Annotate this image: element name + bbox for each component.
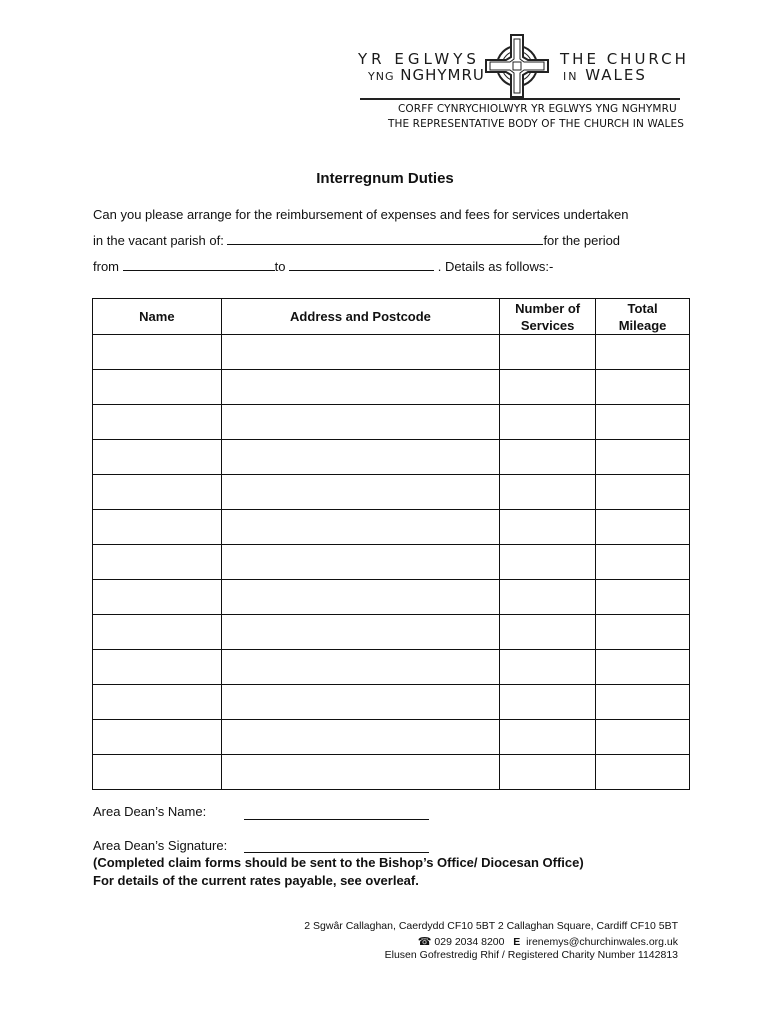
header-address: Address and Postcode bbox=[221, 299, 499, 335]
table-row bbox=[93, 755, 690, 790]
cell-services[interactable] bbox=[500, 510, 596, 545]
table-row bbox=[93, 685, 690, 720]
cell-services[interactable] bbox=[500, 685, 596, 720]
dean-name-label: Area Dean’s Name: bbox=[93, 804, 207, 819]
cell-name[interactable] bbox=[93, 720, 222, 755]
table-row bbox=[93, 510, 690, 545]
cell-address[interactable] bbox=[221, 685, 499, 720]
cell-address[interactable] bbox=[221, 405, 499, 440]
footer-address: 2 Sgwâr Callaghan, Caerdydd CF10 5BT 2 Callaghan Square, Cardiff CF10 5BT bbox=[304, 920, 678, 932]
cell-mileage[interactable] bbox=[596, 475, 690, 510]
to-date-field[interactable] bbox=[289, 258, 434, 271]
table-row bbox=[93, 615, 690, 650]
table-row bbox=[93, 545, 690, 580]
dean-signature-label: Area Dean’s Signature: bbox=[93, 838, 228, 853]
cell-address[interactable] bbox=[221, 720, 499, 755]
rates-note: For details of the current rates payable, see overleaf. bbox=[93, 873, 419, 888]
cell-name[interactable] bbox=[93, 405, 222, 440]
intro-line-1: Can you please arrange for the reimbursement of expenses and fees for services undertaken bbox=[93, 207, 629, 222]
cell-address[interactable] bbox=[221, 755, 499, 790]
logo-welsh-line2 bbox=[368, 66, 485, 84]
submission-note: (Completed claim forms should be sent to the Bishop’s Office/ Diocesan Office) bbox=[93, 855, 584, 870]
cell-name[interactable] bbox=[93, 650, 222, 685]
header-mileage-line1: Total bbox=[627, 300, 658, 316]
header-mileage-line2: Mileage bbox=[618, 317, 667, 333]
cell-address[interactable] bbox=[221, 580, 499, 615]
dean-signature-field[interactable] bbox=[244, 851, 429, 853]
parish-field[interactable] bbox=[227, 232, 543, 245]
intro-line-2 bbox=[93, 232, 620, 248]
table-row bbox=[93, 370, 690, 405]
cell-mileage[interactable] bbox=[596, 755, 690, 790]
period-label: for the period bbox=[543, 233, 621, 248]
footer-charity: Elusen Gofrestredig Rhif / Registered Charity Number 1142813 bbox=[384, 949, 678, 961]
to-label: to bbox=[274, 259, 286, 274]
cell-name[interactable] bbox=[93, 685, 222, 720]
telephone-icon: ☎ bbox=[417, 936, 432, 948]
cell-name[interactable] bbox=[93, 335, 222, 370]
celtic-cross-icon bbox=[484, 33, 550, 99]
table-row bbox=[93, 650, 690, 685]
logo-english-in: IN bbox=[563, 70, 579, 83]
header-total-mileage bbox=[596, 299, 690, 335]
cell-services[interactable] bbox=[500, 580, 596, 615]
table-row bbox=[93, 335, 690, 370]
table-row bbox=[93, 720, 690, 755]
table-row bbox=[93, 405, 690, 440]
cell-services[interactable] bbox=[500, 755, 596, 790]
cell-name[interactable] bbox=[93, 440, 222, 475]
cell-address[interactable] bbox=[221, 615, 499, 650]
cell-services[interactable] bbox=[500, 615, 596, 650]
cell-name[interactable] bbox=[93, 580, 222, 615]
intro-line-3 bbox=[93, 258, 553, 274]
cell-address[interactable] bbox=[221, 370, 499, 405]
logo-english-line2 bbox=[563, 66, 647, 84]
cell-services[interactable] bbox=[500, 475, 596, 510]
table-body bbox=[93, 335, 690, 790]
logo-welsh-yng: YNG bbox=[368, 70, 395, 83]
logo-welsh-nghymru: NGHYMRU bbox=[400, 66, 485, 84]
from-label: from bbox=[93, 259, 119, 274]
header-number-line1: Number of bbox=[515, 300, 581, 316]
cell-address[interactable] bbox=[221, 545, 499, 580]
cell-mileage[interactable] bbox=[596, 510, 690, 545]
cell-name[interactable] bbox=[93, 370, 222, 405]
cell-mileage[interactable] bbox=[596, 580, 690, 615]
table-row bbox=[93, 475, 690, 510]
cell-mileage[interactable] bbox=[596, 440, 690, 475]
footer-email-label: E bbox=[513, 936, 521, 948]
cell-mileage[interactable] bbox=[596, 545, 690, 580]
cell-services[interactable] bbox=[500, 545, 596, 580]
cell-services[interactable] bbox=[500, 650, 596, 685]
header-number-line2: Services bbox=[520, 317, 575, 333]
from-date-field[interactable] bbox=[123, 258, 275, 271]
cell-mileage[interactable] bbox=[596, 685, 690, 720]
cell-name[interactable] bbox=[93, 475, 222, 510]
cell-services[interactable] bbox=[500, 335, 596, 370]
logo-subtitle-english: THE REPRESENTATIVE BODY OF THE CHURCH IN WALES bbox=[388, 118, 685, 130]
logo-welsh-line1: YR EGLWYS bbox=[358, 50, 480, 68]
cell-mileage[interactable] bbox=[596, 650, 690, 685]
table-row bbox=[93, 440, 690, 475]
cell-mileage[interactable] bbox=[596, 615, 690, 650]
cell-mileage[interactable] bbox=[596, 405, 690, 440]
form-title: Interregnum Duties bbox=[316, 170, 454, 187]
dean-name-field[interactable] bbox=[244, 818, 429, 820]
cell-name[interactable] bbox=[93, 510, 222, 545]
cell-address[interactable] bbox=[221, 510, 499, 545]
claims-table bbox=[92, 298, 690, 790]
footer-contact bbox=[418, 935, 678, 948]
logo-english-wales: WALES bbox=[585, 66, 647, 84]
parish-label: in the vacant parish of: bbox=[93, 233, 224, 248]
cell-name[interactable] bbox=[93, 615, 222, 650]
cell-name[interactable] bbox=[93, 545, 222, 580]
cell-address[interactable] bbox=[221, 650, 499, 685]
table-row bbox=[93, 580, 690, 615]
logo-english-line1: THE CHURCH bbox=[560, 50, 689, 68]
header-name: Name bbox=[93, 299, 222, 335]
cell-address[interactable] bbox=[221, 335, 499, 370]
cell-services[interactable] bbox=[500, 720, 596, 755]
footer-email: irenemys@churchinwales.org.uk bbox=[526, 936, 678, 948]
cell-services[interactable] bbox=[500, 405, 596, 440]
logo-subtitle-welsh: CORFF CYNRYCHIOLWYR YR EGLWYS YNG NGHYMRU bbox=[398, 103, 677, 115]
details-label: . Details as follows:- bbox=[437, 259, 554, 274]
cell-services[interactable] bbox=[500, 440, 596, 475]
cell-mileage[interactable] bbox=[596, 335, 690, 370]
logo-divider bbox=[360, 98, 680, 100]
footer-phone: 029 2034 8200 bbox=[434, 936, 505, 948]
cell-name[interactable] bbox=[93, 755, 222, 790]
cell-mileage[interactable] bbox=[596, 720, 690, 755]
cell-mileage[interactable] bbox=[596, 370, 690, 405]
cell-address[interactable] bbox=[221, 475, 499, 510]
header-number-of-services bbox=[500, 299, 596, 335]
cell-address[interactable] bbox=[221, 440, 499, 475]
table-header-row bbox=[93, 299, 690, 335]
cell-services[interactable] bbox=[500, 370, 596, 405]
